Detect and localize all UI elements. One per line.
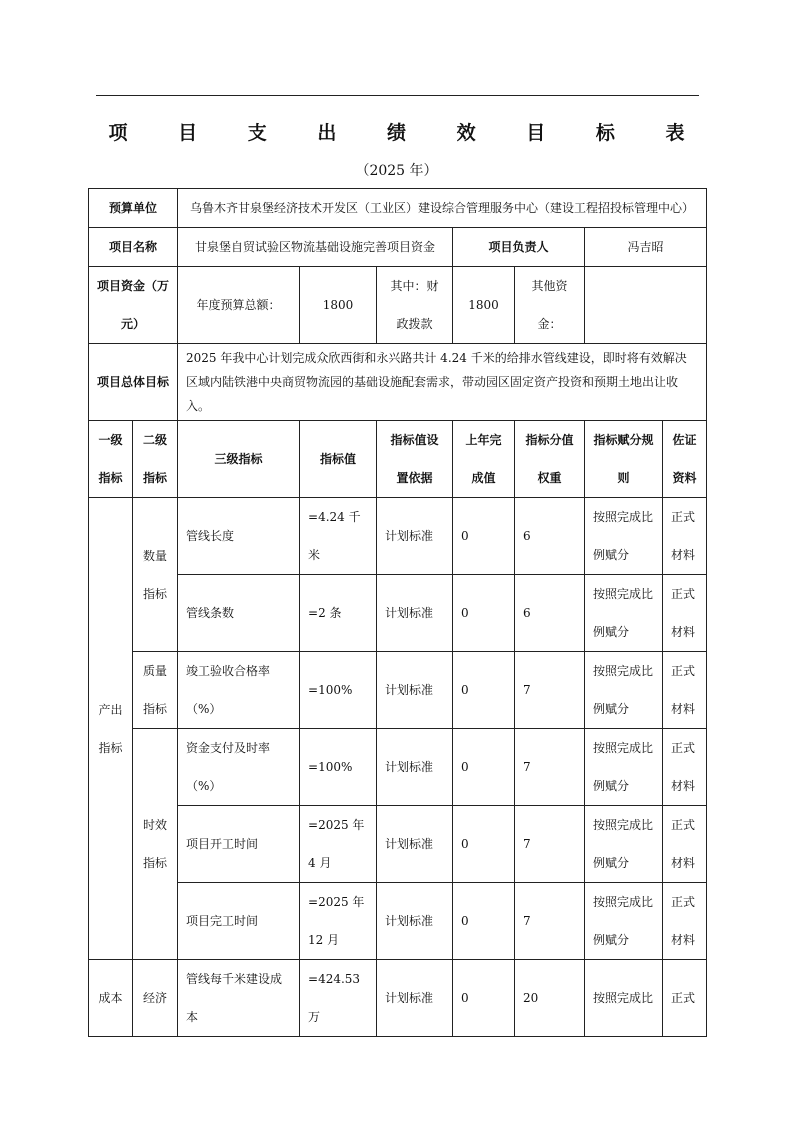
project-name-label: 项目名称 [89,228,178,267]
indicator-previous: 0 [453,498,515,575]
header-level2: 二级指标 [133,421,178,498]
project-name-value: 甘泉堡自贸试验区物流基础设施完善项目资金 [178,228,453,267]
budget-unit-label: 预算单位 [89,189,178,228]
table-row [89,960,707,1037]
funds-row [89,267,707,344]
indicator-rule: 按照完成比例赋分 [585,652,663,729]
indicator-proof: 正式材料 [663,498,707,575]
group-timeliness: 时效指标 [133,729,178,960]
budget-unit-value: 乌鲁木齐甘泉堡经济技术开发区（工业区）建设综合管理服务中心（建设工程招投标管理中心） [178,189,707,228]
indicator-weight: 6 [515,575,585,652]
indicator-weight: 7 [515,883,585,960]
indicator-weight: 6 [515,498,585,575]
table-row [89,729,707,806]
indicator-basis: 计划标准 [377,729,453,806]
top-rule [96,95,699,96]
indicator-name: 竣工验收合格率（%） [178,652,300,729]
indicator-value: =2025 年 12 月 [300,883,377,960]
indicator-weight: 7 [515,652,585,729]
indicator-value: =100% [300,652,377,729]
indicator-rule: 按照完成比例赋分 [585,575,663,652]
header-level1: 一级指标 [89,421,133,498]
indicator-name: 管线条数 [178,575,300,652]
table-row [89,575,707,652]
annual-budget-label: 年度预算总额： [178,267,300,344]
header-basis: 指标值设置依据 [377,421,453,498]
indicator-name: 项目完工时间 [178,883,300,960]
project-owner-value: 冯吉昭 [585,228,707,267]
funds-label: 项目资金（万元） [89,267,178,344]
header-level3: 三级指标 [178,421,300,498]
indicator-weight: 7 [515,729,585,806]
header-weight: 指标分值权重 [515,421,585,498]
group-quantity: 数量指标 [133,498,178,652]
indicator-value: =424.53 万 [300,960,377,1037]
table-row [89,806,707,883]
indicator-name: 管线长度 [178,498,300,575]
indicator-previous: 0 [453,960,515,1037]
goal-row [89,344,707,421]
fiscal-value: 1800 [453,267,515,344]
header-proof: 佐证资料 [663,421,707,498]
annual-budget-value: 1800 [300,267,377,344]
other-funds-value [585,267,707,344]
indicator-basis: 计划标准 [377,806,453,883]
indicator-weight: 7 [515,806,585,883]
goal-value: 2025 年我中心计划完成众欣西街和永兴路共计 4.24 千米的给排水管线建设，即时将有效解决区域内陆铁港中央商贸物流园的基础设施配套需求，带动园区固定资产投资和预期土地出让收入。 [178,344,707,421]
goal-label: 项目总体目标 [89,344,178,421]
indicator-proof: 正式材料 [663,575,707,652]
indicator-proof: 正式材料 [663,652,707,729]
indicator-rule: 按照完成比例赋分 [585,729,663,806]
budget-unit-row [89,189,707,228]
indicator-rule: 按照完成比例赋分 [585,806,663,883]
indicator-proof: 正式材料 [663,806,707,883]
group-economic: 经济 [133,960,178,1037]
table-row [89,883,707,960]
indicator-previous: 0 [453,883,515,960]
table-row [89,652,707,729]
indicator-value: =2 条 [300,575,377,652]
header-previous-value: 上年完成值 [453,421,515,498]
header-target-value: 指标值 [300,421,377,498]
year-label: （2025 年） [355,163,438,179]
table-row [89,498,707,575]
indicator-rule: 按照完成比例赋分 [585,883,663,960]
indicator-name: 项目开工时间 [178,806,300,883]
indicator-basis: 计划标准 [377,883,453,960]
indicator-value: =2025 年 4 月 [300,806,377,883]
indicator-name: 管线每千米建设成本 [178,960,300,1037]
indicator-value: =4.24 千米 [300,498,377,575]
group-output: 产出指标 [89,498,133,960]
indicator-basis: 计划标准 [377,575,453,652]
indicator-rule: 按照完成比 [585,960,663,1037]
other-funds-label: 其他资金： [515,267,585,344]
fiscal-label: 其中：财政拨款 [377,267,453,344]
indicator-proof: 正式 [663,960,707,1037]
header-row [89,421,707,498]
indicator-previous: 0 [453,575,515,652]
indicator-basis: 计划标准 [377,498,453,575]
project-owner-label: 项目负责人 [453,228,585,267]
indicator-previous: 0 [453,806,515,883]
indicator-weight: 20 [515,960,585,1037]
header-scoring-rule: 指标赋分规则 [585,421,663,498]
indicator-basis: 计划标准 [377,960,453,1037]
indicator-proof: 正式材料 [663,883,707,960]
performance-table [88,188,707,1037]
group-quality: 质量指标 [133,652,178,729]
indicator-name: 资金支付及时率（%） [178,729,300,806]
page-title: 项 目 支 出 绩 效 目 标 表 [108,122,707,144]
indicator-proof: 正式材料 [663,729,707,806]
indicator-rule: 按照完成比例赋分 [585,498,663,575]
project-name-row [89,228,707,267]
indicator-previous: 0 [453,729,515,806]
indicator-previous: 0 [453,652,515,729]
indicator-value: =100% [300,729,377,806]
indicator-basis: 计划标准 [377,652,453,729]
group-cost: 成本 [89,960,133,1037]
